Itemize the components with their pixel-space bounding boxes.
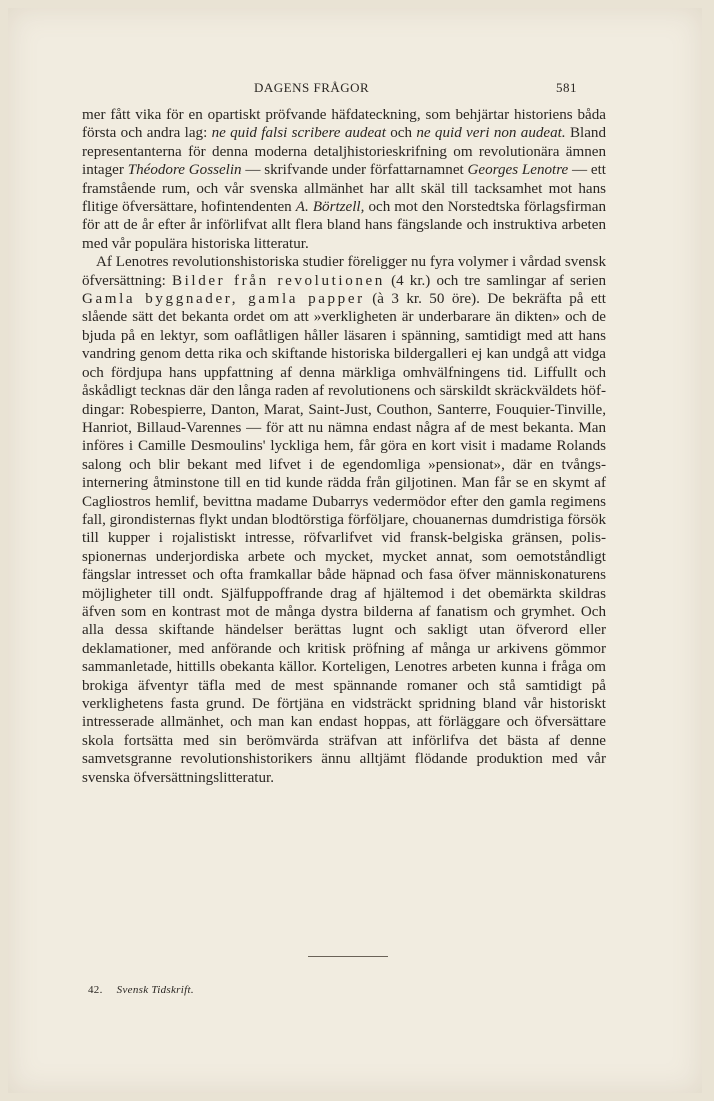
- text-run: mer fått vika för en opartiskt pröfvande häfdateckning, som behjärtar historiens båda första och andra lag:: [82, 107, 606, 142]
- spaced-title-run: Gamla byggnader, gamla papper: [82, 291, 365, 308]
- paragraph: [82, 253, 606, 787]
- text-run: — skrifvande under författarnamnet: [241, 162, 468, 179]
- text-run: och mot den Norstedtska förlagsfirman för att de år efter år införlifvat allt flera bland hans fängslande och instruktiva arbeten med vår populära historiska litteratur.: [82, 199, 606, 252]
- spaced-title-run: Bilder från revolutionen: [171, 272, 385, 289]
- italic-run: Théodore Gosselin: [127, 162, 242, 179]
- text-run: (4 kr.) och tre samlingar af serien: [384, 272, 606, 289]
- page-footer: [88, 984, 194, 996]
- signature-number: 42.: [88, 984, 103, 996]
- journal-name: Svensk Tidskrift.: [116, 984, 194, 996]
- page: [8, 8, 702, 1093]
- italic-run: A. Börtzell,: [295, 199, 365, 216]
- text-run: Bland representanterna för denna moderna detaljhistorieskrifning om revolutionära ämnen intager: [82, 125, 607, 179]
- italic-run: ne quid falsi scribere audeat: [211, 125, 386, 142]
- text-run: (à 3 kr. 50 öre). De bekräfta på ett slående sätt det bekanta ordet om att »verkligheten är underbarare än dikten» och de bjuda på en lektyr, som oaflåtligen håller läsaren i spänning, samtidigt med att hans vandring genom detta rika och skiftande historiska bildergalleri ej kan undgå att vidga och fördjupa hans uppfattning af denna märkliga omhvälfningens tid. Liffullt och åskådligt tecknas där den långa raden af revolutionens och särskildt skräckväldets höfdingar: Robespierre, Danton, Marat, Saint-Just, Couthon, Santerre, Fouquier-Tinville, Hanriot, Billaud-Varennes — för att nu nämna endast några af de mest bekanta. Man införes i Camille Desmoulins' lyckliga hem, får göra en kort visit i madame Rolands salong och blir bekant med lifvet i de egendomliga »pensionat», där en tvångsinternering åtminstone till en tid kunde rädda från giljotinen. Man får se en skymt af Cagliostros hemlif, bevittna madame Dubarrys vedermödor efter den gamla regimens fall, girondisternas flykt undan blodtörstiga förföljare, chouanernas dumdristiga försök till kupper i rojalistiskt intresse, röfvarlifvet vid fransk-belgiska gränsen, polisspionernas underjordiska arbete och mycket, mycket annat, som oemotståndligt fängslar intresset och ofta framkallar både häpnad och fasa öfver människonaturens möjligheter till ondt. Själfuppoffrande drag af hjältemod i det obemärkta skildras äfven som en kontrast mot de många dystra bilderna af fanatism och grymhet. Och alla dessa skiftande händelser berättas lugnt och sakligt utan öfverord eller deklamationer, med anförande och kritisk pröfning af många ur arkivens gömmor sammanletade, hittills obekanta källor. Korteligen, Lenotres arbeten kunna i fråga om brokiga äfventyr täfla med de mest spännande romaner och stå samtidigt på verklighetens fasta grund. De förtjäna en vidsträckt spridning bland vår historiskt intresserade allmänhet, och man kan endast hoppas, att förläggare och öfversättare skola fortsätta med sin berömvärda sträfvan att införlifva det bästa af denne samvetsgranne revolutionshistorikers ännu alltjämt flödande produktion med vår svenska öfversättningslitteratur.: [82, 291, 606, 786]
- italic-run: Georges Lenotre: [467, 162, 569, 179]
- text-run: Af Lenotres revolutionshistoriska studier föreligger nu fyra volymer i vårdad svensk öfversättning:: [82, 254, 606, 289]
- paragraph: [82, 106, 606, 253]
- text-run: — ett framstående rum, och vår svenska allmänhet har allt skäl till tacksamhet mot hans flitige öfversättare, hofintendenten: [82, 162, 606, 216]
- footnote-rule: [308, 956, 388, 957]
- article-body: [82, 106, 606, 787]
- italic-run: ne quid veri non audeat.: [416, 125, 566, 142]
- running-title: DAGENS FRÅGOR: [254, 80, 370, 95]
- page-number: 581: [556, 80, 577, 95]
- text-run: och: [385, 125, 417, 142]
